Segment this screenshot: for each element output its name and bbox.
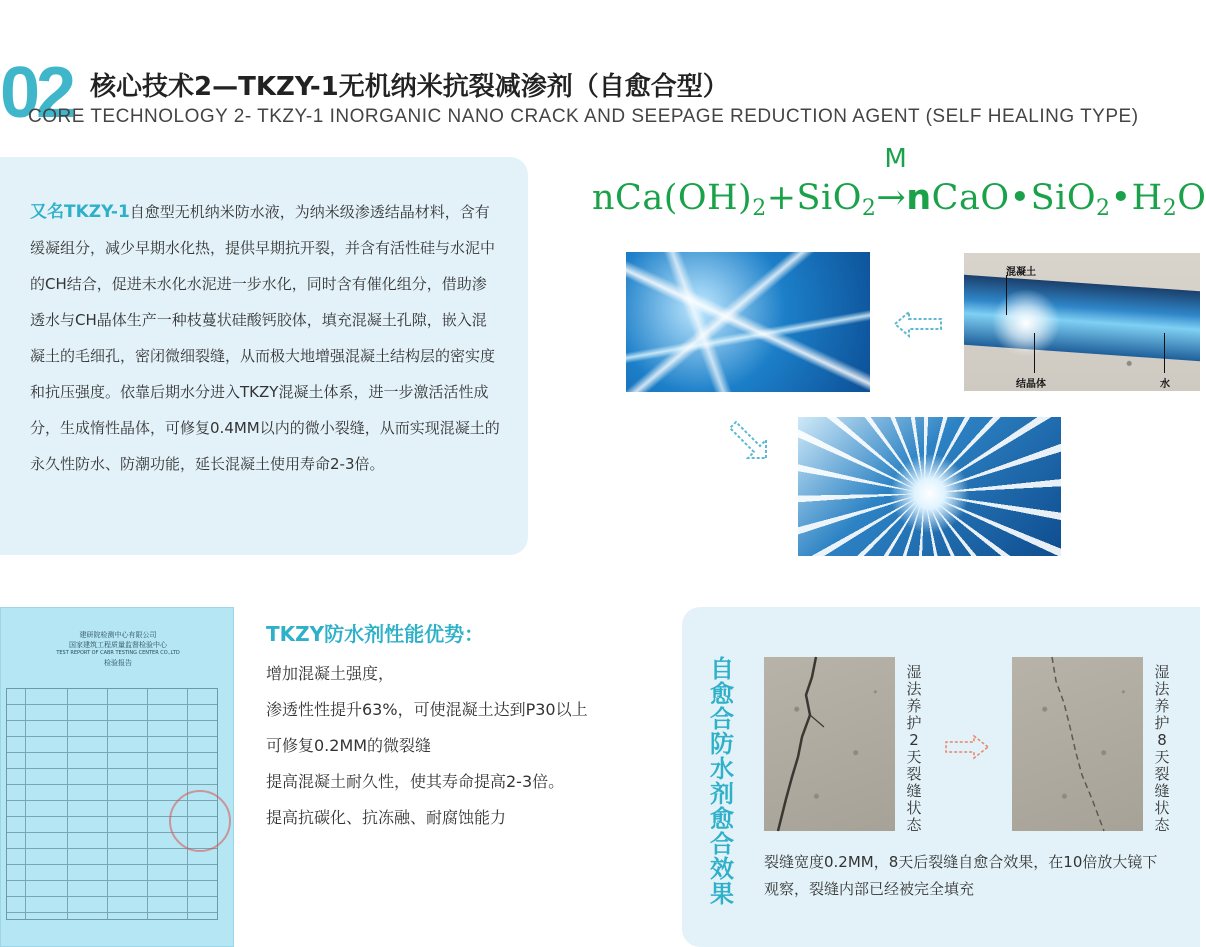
formula-coefficient: n: [906, 178, 932, 218]
pointer-line: [1006, 275, 1007, 315]
label-concrete: 混凝土: [1006, 267, 1036, 278]
label-water: 水: [1160, 379, 1170, 390]
page-subtitle: CORE TECHNOLOGY 2- TKZY-1 INORGANIC NANO CRACK AND SEEPAGE REDUCTION AGENT (SELF HEALING TYPE): [28, 106, 1139, 127]
caption-after: 湿法养护8天裂缝状态: [1154, 663, 1170, 834]
intro-body: 自愈型无机纳米防水液，为纳米级渗透结晶材料，含有缓凝组分，减少早期水化热，提供早期抗开裂，并含有活性硅与水泥中的CH结合，促进未水化水泥进一步水化，同时含有催化组分，借助渗透水与CH晶体生产一种枝蔓状硅酸钙胶体，填充混凝土孔隙，嵌入混凝土的毛细孔，密闭微细裂缝，从而极大地增强混凝土结构层的密实度和抗压强度。依靠后期水分进入TKZY混凝土体系，进一步激活活性成分，生成惰性晶体，可修复0.4MM以内的微小裂缝，从而实现混凝土的永久性防水、防潮功能，延长混凝土使用寿命2-3倍。: [30, 203, 500, 473]
crack-line-icon: [764, 657, 895, 831]
report-stamp: [169, 790, 231, 852]
catalyst-label: M: [884, 144, 908, 174]
crystal-burst: [986, 283, 1066, 363]
report-org-en: TEST REPORT OF CABR TESTING CENTER CO.,LTD: [56, 650, 180, 656]
report-title: 检验报告: [104, 659, 132, 667]
formula-subscript: 2: [861, 196, 877, 221]
report-org-2: 国家建筑工程质量监督检验中心: [69, 641, 167, 649]
formula-part: •H: [1110, 178, 1163, 218]
crystal-micrograph-image: [626, 252, 870, 392]
arrow-glyph: →: [876, 178, 907, 218]
reaction-arrow: [876, 144, 908, 218]
crystal-growth-image: [798, 417, 1061, 556]
formula-subscript: 2: [1096, 196, 1111, 221]
healing-description: 裂缝宽度0.2MM，8天后裂缝自愈合效果，在10倍放大镜下观察，裂缝内部已经被完全填充: [764, 853, 1158, 898]
report-org: 建研院检测中心有限公司: [79, 631, 157, 639]
concrete-crack-diagram: [964, 253, 1200, 391]
chemical-formula: [592, 144, 1206, 221]
intro-text: [30, 194, 500, 482]
intro-lead: 又名TKZY-1: [30, 202, 130, 222]
formula-part: CaO•SiO: [931, 178, 1097, 218]
arrow-left-icon: [893, 310, 943, 338]
section-number: 02: [0, 53, 73, 133]
arrow-down-right-icon: [726, 418, 770, 462]
performance-item: 渗透性性提升63%，可使混凝土达到P30以上: [266, 700, 588, 719]
crack-before-photo: [764, 657, 895, 831]
performance-item: 提高抗碳化、抗冻融、耐腐蚀能力: [266, 808, 507, 827]
caption-before: 湿法养护2天裂缝状态: [906, 663, 922, 834]
performance-item: 增加混凝土强度，: [266, 664, 395, 683]
formula-part: O: [1177, 178, 1206, 218]
performance-list: [266, 656, 588, 836]
page-title: 核心技术2—TKZY-1无机纳米抗裂减渗剂（自愈合型）: [90, 72, 729, 102]
label-crystal: 结晶体: [1016, 379, 1046, 390]
performance-item: 可修复0.2MM的微裂缝: [266, 736, 432, 755]
pointer-line: [1034, 333, 1035, 373]
formula-part: +SiO: [766, 178, 862, 218]
crack-after-photo: [1012, 657, 1143, 831]
healed-crack-icon: [1012, 657, 1143, 831]
formula-subscript: 2: [1162, 196, 1178, 221]
formula-subscript: 2: [752, 196, 767, 221]
arrow-right-icon: [944, 734, 990, 760]
performance-title: TKZY防水剂性能优势：: [266, 622, 485, 646]
formula-part: nCa(OH): [592, 178, 753, 218]
healing-title: 自愈合防水剂愈合效果: [710, 655, 734, 908]
pointer-line: [1164, 333, 1165, 373]
test-report-image: [0, 607, 234, 947]
performance-item: 提高混凝土耐久性，使其寿命提高2-3倍。: [266, 772, 565, 791]
